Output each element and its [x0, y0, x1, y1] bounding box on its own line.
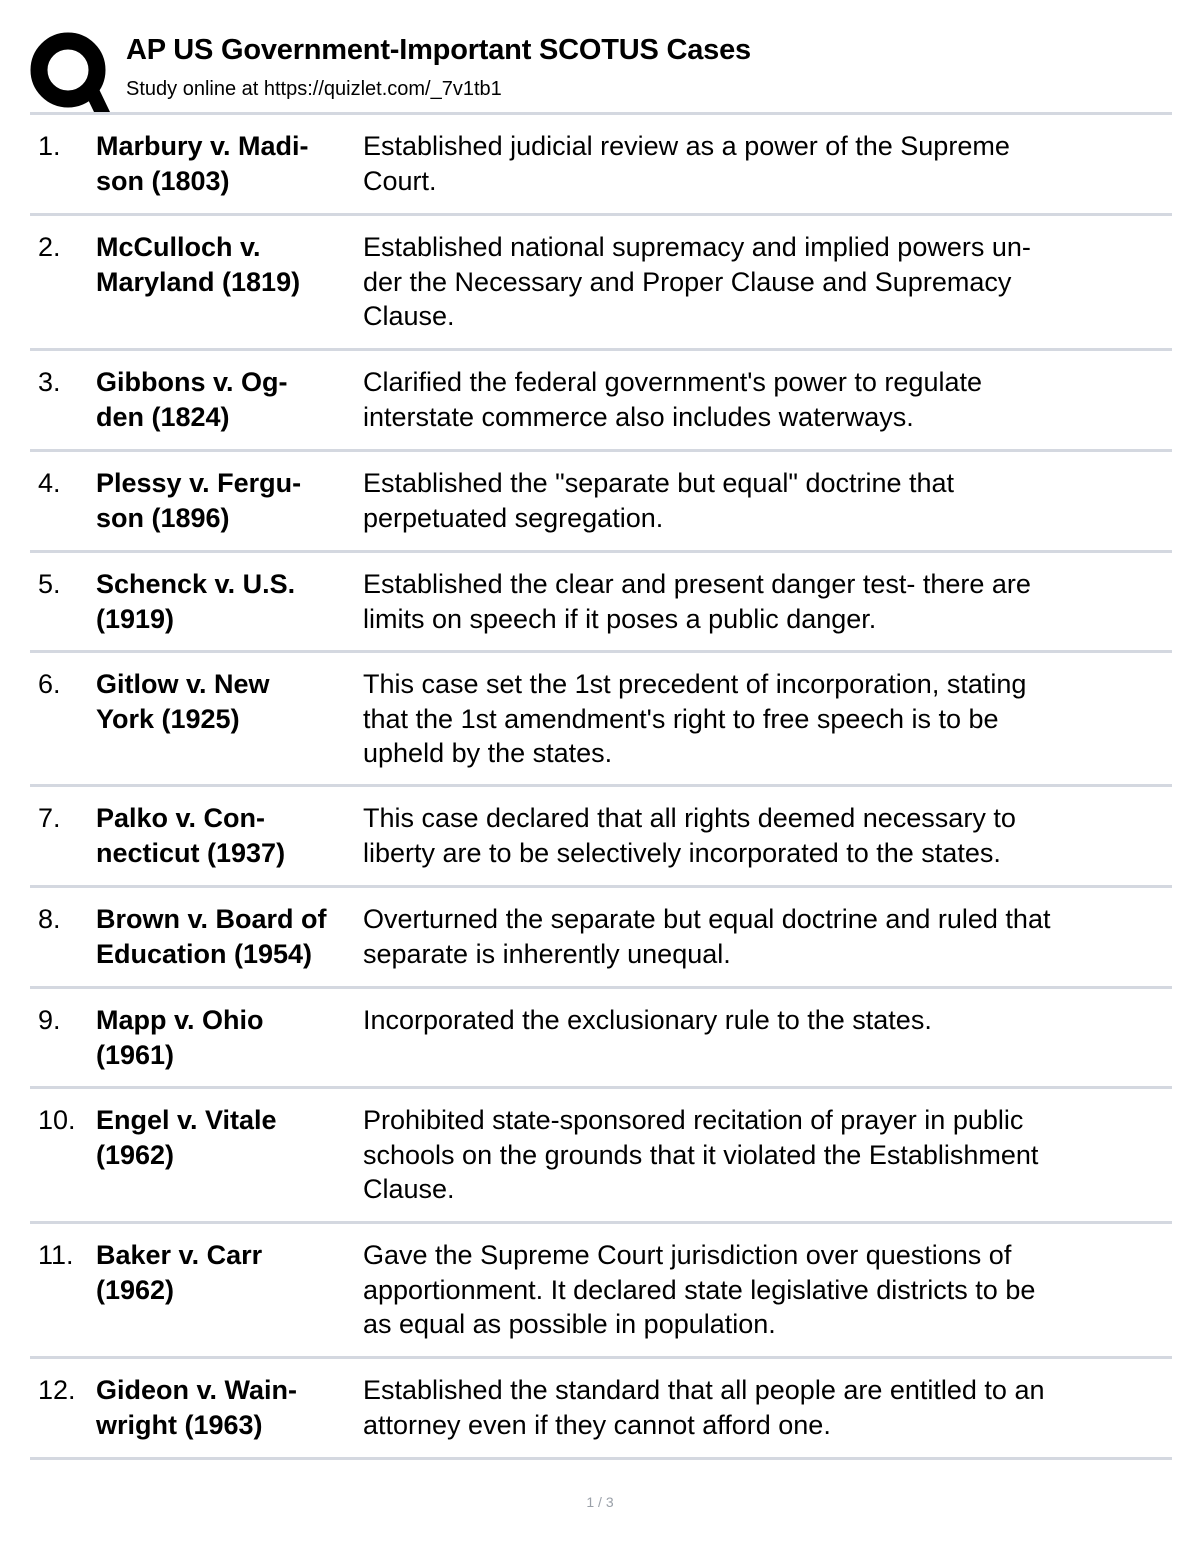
- card-number: 5.: [38, 569, 61, 599]
- card-number: 2.: [38, 232, 61, 262]
- page-title: AP US Government-Important SCOTUS Cases: [126, 34, 751, 66]
- card-number: 11.: [38, 1240, 74, 1270]
- card-row: [30, 787, 1172, 888]
- card-number: 6.: [38, 669, 61, 699]
- card-definition: Established the standard that all people are entitled to an attorney even if they cannot afford one.: [363, 1375, 1045, 1440]
- card-term: Gideon v. Wain- wright (1963): [96, 1375, 297, 1440]
- card-number: 3.: [38, 367, 61, 397]
- card-definition: This case set the 1st precedent of incorporation, stating that the 1st amendment's right to free speech is to be upheld by the states.: [363, 669, 1027, 768]
- page-header: [30, 28, 1172, 112]
- card-term: Palko v. Con- necticut (1937): [96, 803, 286, 868]
- card-row: [30, 1359, 1172, 1460]
- study-online-text: Study online at https://quizlet.com/_7v1tb1: [126, 78, 502, 100]
- card-definition: Gave the Supreme Court jurisdiction over questions of apportionment. It declared state legislative districts to be as equal as possible in population.: [363, 1240, 1036, 1339]
- card-row: [30, 1089, 1172, 1224]
- card-definition: Clarified the federal government's power to regulate interstate commerce also includes waterways.: [363, 367, 982, 432]
- card-definition: Established the "separate but equal" doctrine that perpetuated segregation.: [363, 468, 955, 533]
- quizlet-logo-icon: [30, 32, 110, 112]
- card-definition: Established national supremacy and implied powers un- der the Necessary and Proper Clause and Supremacy Clause.: [363, 232, 1031, 331]
- card-row: [30, 351, 1172, 452]
- card-term: Gibbons v. Og- den (1824): [96, 367, 288, 432]
- card-row: [30, 888, 1172, 989]
- card-number: 1.: [38, 131, 61, 161]
- card-definition: Overturned the separate but equal doctrine and ruled that separate is inherently unequal.: [363, 904, 1051, 969]
- card-definition: Established the clear and present danger test- there are limits on speech if it poses a public danger.: [363, 569, 1031, 634]
- card-number: 8.: [38, 904, 61, 934]
- card-term: Schenck v. U.S. (1919): [96, 569, 296, 634]
- card-term: Marbury v. Madi- son (1803): [96, 131, 309, 196]
- card-row: [30, 216, 1172, 351]
- card-number: 12.: [38, 1375, 76, 1405]
- card-row: [30, 115, 1172, 216]
- card-term: Engel v. Vitale (1962): [96, 1105, 277, 1170]
- card-row: [30, 989, 1172, 1089]
- card-row: [30, 553, 1172, 653]
- card-number: 4.: [38, 468, 61, 498]
- card-term: Brown v. Board of Education (1954): [96, 904, 327, 969]
- card-number: 9.: [38, 1005, 61, 1035]
- card-row: [30, 452, 1172, 553]
- card-term: Mapp v. Ohio (1961): [96, 1005, 264, 1070]
- flashcard-list: [30, 112, 1172, 1460]
- card-definition: Prohibited state-sponsored recitation of prayer in public schools on the grounds that it violated the Establishment Clause.: [363, 1105, 1039, 1204]
- card-term: Gitlow v. New York (1925): [96, 669, 270, 734]
- card-definition: Incorporated the exclusionary rule to the states.: [363, 1005, 932, 1035]
- card-term: McCulloch v. Maryland (1819): [96, 232, 301, 297]
- card-row: [30, 1224, 1172, 1359]
- card-definition: This case declared that all rights deemed necessary to liberty are to be selectively incorporated to the states.: [363, 803, 1016, 868]
- card-term: Plessy v. Fergu- son (1896): [96, 468, 302, 533]
- card-definition: Established judicial review as a power of the Supreme Court.: [363, 131, 1010, 196]
- card-number: 10.: [38, 1105, 76, 1135]
- card-term: Baker v. Carr (1962): [96, 1240, 263, 1305]
- page-number: 1 / 3: [586, 1494, 614, 1510]
- card-row: [30, 653, 1172, 787]
- card-number: 7.: [38, 803, 61, 833]
